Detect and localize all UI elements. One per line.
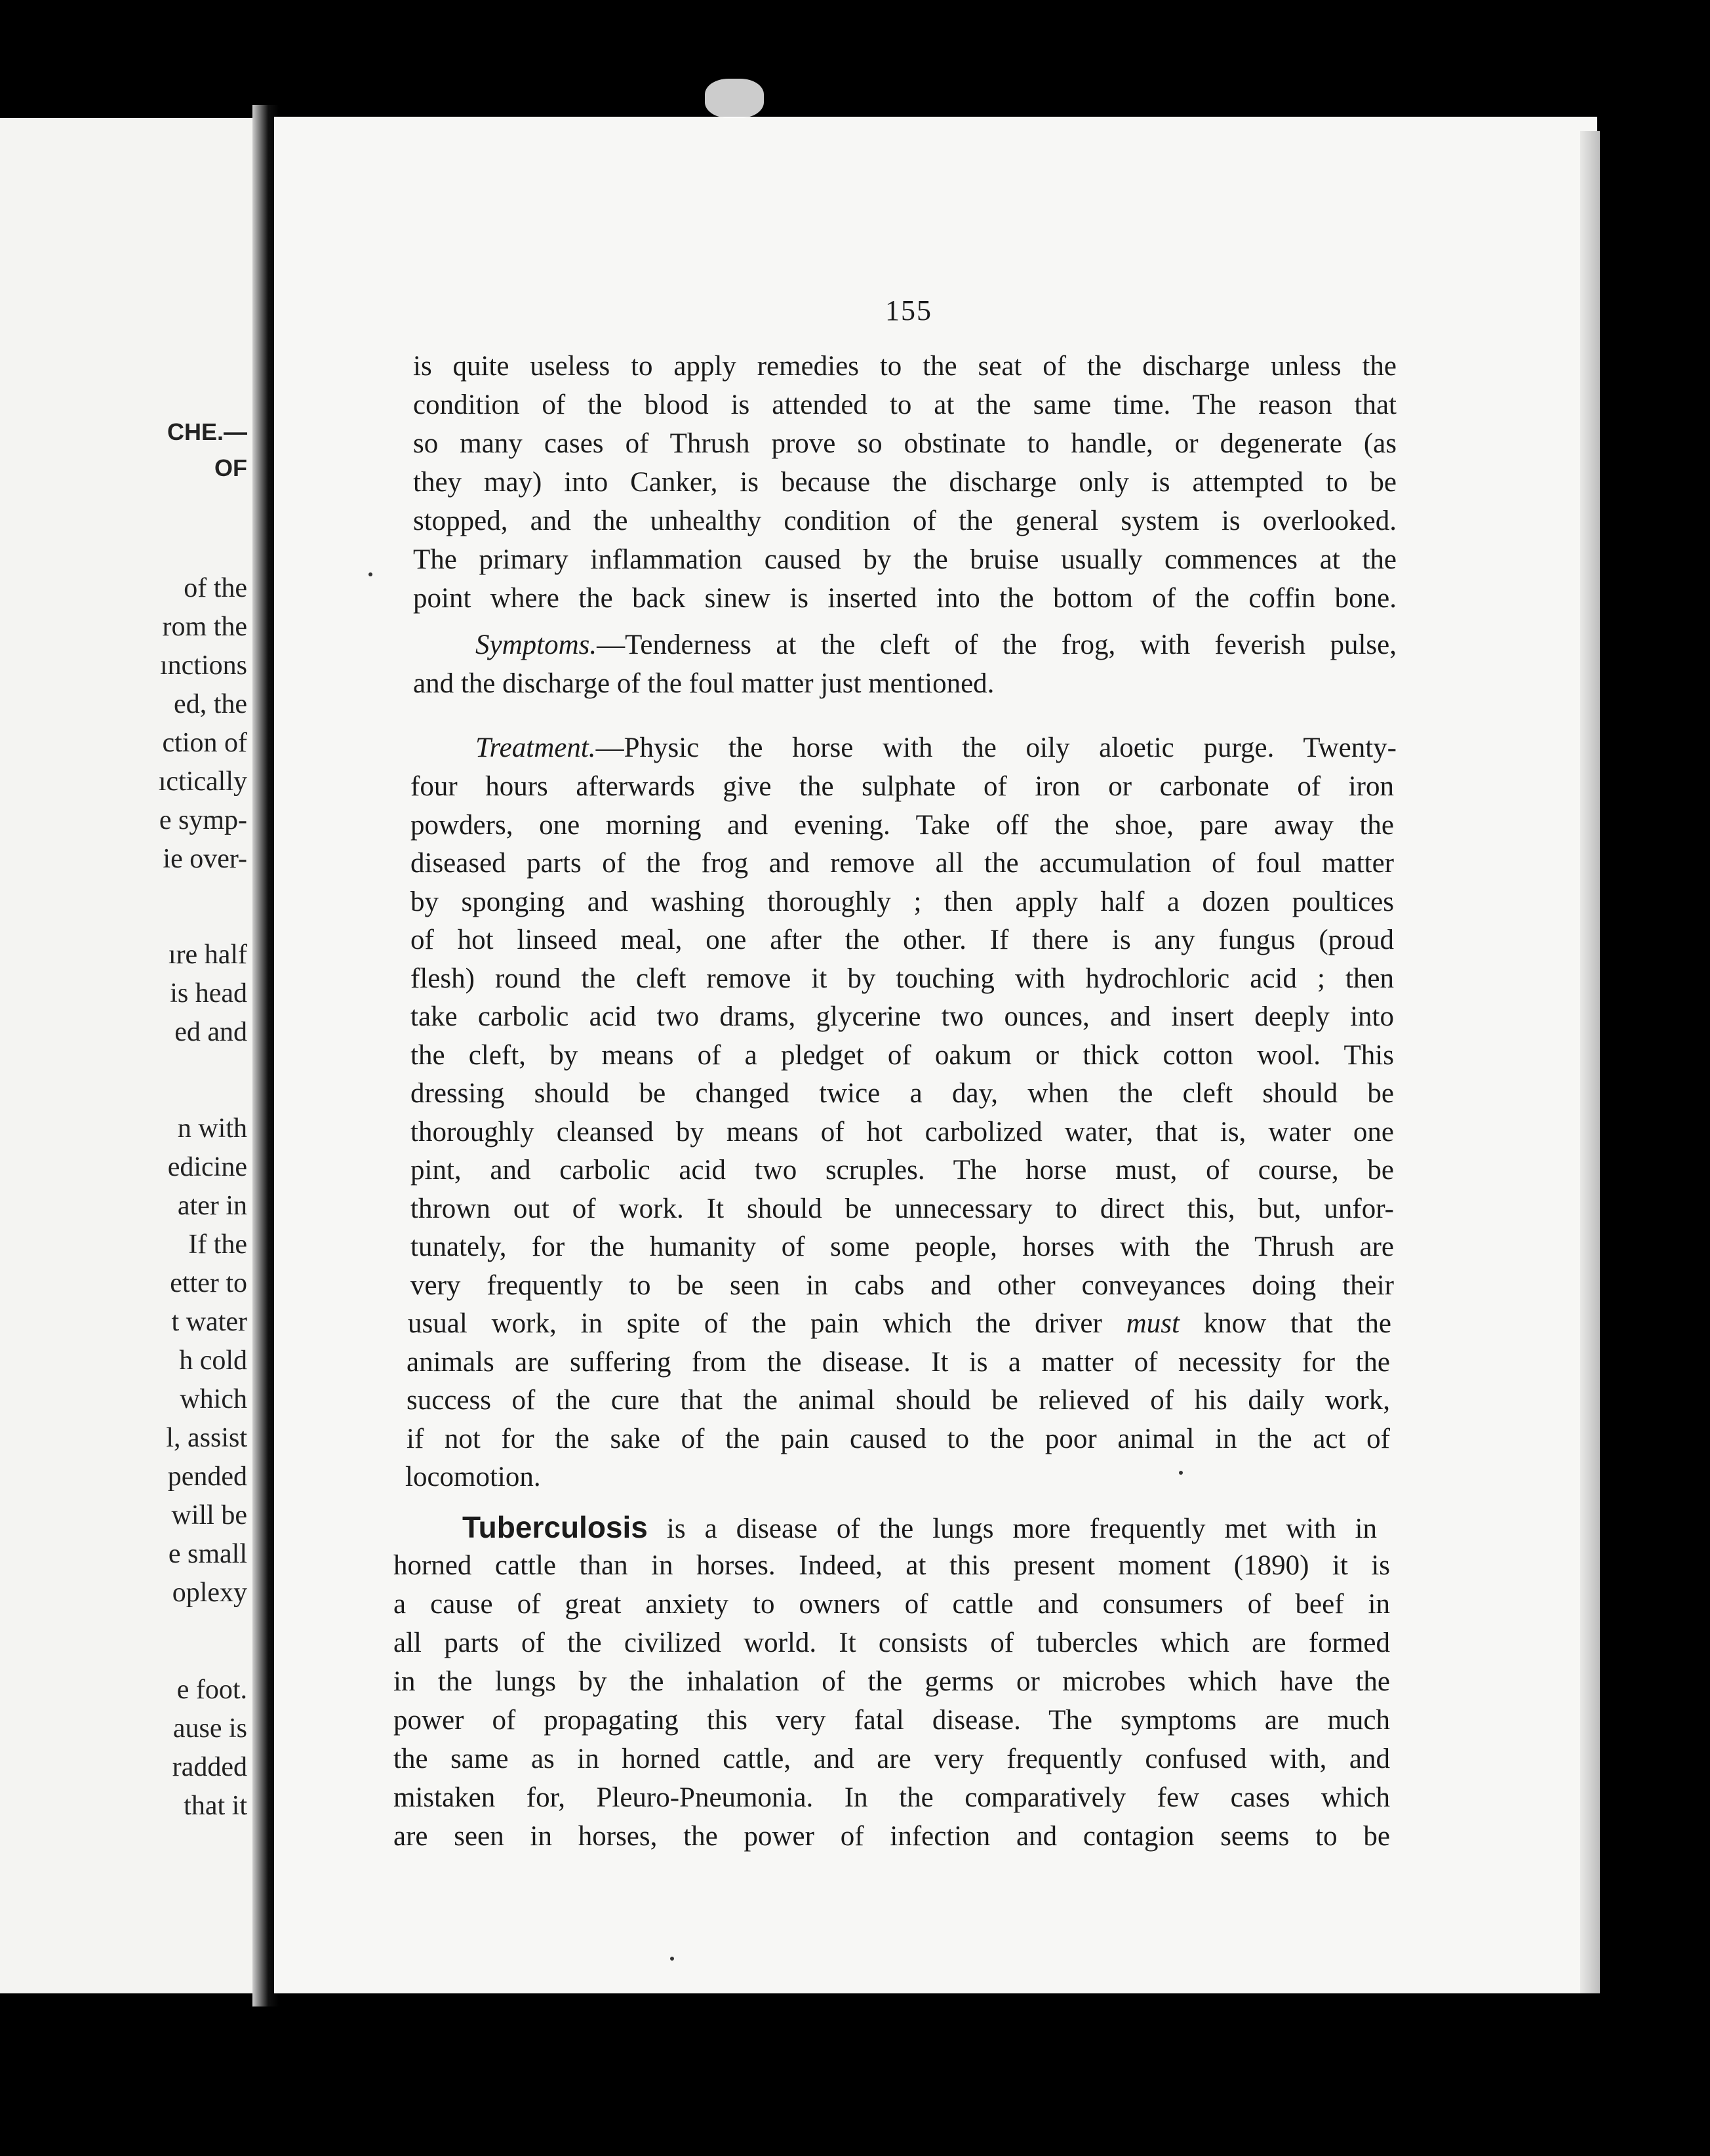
left-text-fragment: ed and [174,1017,247,1047]
body-line [413,386,1397,424]
text-run: a cause of great anxiety to owners of cattle and consumers of beef in [393,1589,1390,1620]
tuberculosis-line [462,1508,1377,1548]
text-run: by sponging and washing thoroughly ; then apply half a dozen poultices [410,886,1394,917]
left-text-fragment: oplexy [172,1578,247,1608]
body-line [393,1740,1390,1778]
body-line [413,348,1397,386]
body-line [410,807,1394,845]
left-text-fragment: edicine [167,1152,247,1182]
body-line [393,1818,1390,1856]
symptoms-line [413,665,994,703]
body-line [410,1151,1394,1189]
body-line [410,998,1394,1036]
text-run: locomotion. [405,1462,541,1492]
symptoms-label: Symptoms. [475,629,597,660]
text-run: horned cattle than in horses. Indeed, at this present moment (1890) it is [393,1550,1390,1581]
left-text-fragment: ater in [177,1191,247,1221]
text-run: thoroughly cleansed by means of hot carbolized water, that is, water one [410,1116,1394,1148]
tuberculosis-heading: Tuberculosis [462,1510,648,1544]
speck [670,1957,674,1961]
text-run: know that the [1179,1308,1391,1339]
body-line [410,768,1394,806]
left-text-fragment: ınctions [160,650,247,681]
text-run: animals are suffering from the disease. It is a matter of necessity for the [407,1346,1390,1378]
left-text-fragment: will be [171,1500,247,1530]
body-line [413,464,1397,502]
left-facing-page [0,118,259,1993]
left-text-fragment: n with [177,1113,247,1144]
body-line [408,1305,1391,1343]
text-run: very frequently to be seen in cabs and other conveyances doing their [410,1269,1394,1301]
text-run: so many cases of Thrush prove so obstinate to handle, or degenerate (as [413,428,1397,459]
text-run: take carbolic acid two drams, glycerine two ounces, and insert deeply into [410,1001,1394,1032]
body-line [410,1037,1394,1075]
text-run: are seen in horses, the power of infection and contagion seems to be [393,1821,1390,1852]
body-line [413,425,1397,463]
text-run: —Tenderness at the cleft of the frog, with feverish pulse, [597,629,1397,660]
body-line [413,541,1397,579]
left-text-fragment: ıre half [168,940,247,970]
text-run: the same as in horned cattle, and are very frequently confused with, and [393,1744,1390,1774]
left-text-fragment: e symp- [159,805,247,835]
text-run: mistaken for, Pleuro-Pneumonia. In the comparatively few cases which [393,1782,1390,1813]
text-run: powders, one morning and evening. Take off the shoe, pare away the [410,809,1394,841]
left-text-fragment: e small [168,1539,247,1569]
text-run: is a disease of the lungs more frequently met with in [647,1513,1377,1544]
text-run: condition of the blood is attended to at the same time. The reason that [413,389,1397,420]
text-run: the cleft, by means of a pledget of oakum or thick cotton wool. This [410,1039,1394,1071]
left-text-fragment: which [180,1384,247,1414]
left-text-fragment: pended [167,1462,247,1492]
left-text-fragment: e foot. [176,1675,247,1705]
treatment-label: Treatment. [475,732,596,763]
left-text-fragment: ie over- [163,844,247,874]
body-line [410,1267,1394,1305]
left-text-fragment: of the [184,573,247,603]
left-text-fragment: If the [188,1229,247,1260]
left-text-fragment: h cold [179,1346,247,1376]
text-run: stopped, and the unhealthy condition of the general system is overlooked. [413,506,1397,536]
left-text-fragment: is head [170,978,247,1008]
text-run: usual work, in spite of the pain which the driver [408,1308,1126,1339]
body-line [410,1075,1394,1113]
body-line [407,1420,1390,1458]
text-run: tunately, for the humanity of some people, horses with the Thrush are [410,1231,1394,1262]
top-smudge [705,79,764,118]
body-line [413,580,1397,618]
text-run: thrown out of work. It should be unnecessary to direct this, but, unfor- [410,1193,1394,1224]
text-run: —Physic the horse with the oily aloetic purge. Twenty- [595,732,1397,763]
text-run: is quite useless to apply remedies to the seat of the discharge unless the [413,351,1397,382]
left-text-fragment: etter to [170,1268,247,1298]
body-line [393,1779,1390,1817]
treatment-line [475,729,1397,767]
text-run: flesh) round the cleft remove it by touching with hydrochloric acid ; then [410,963,1394,994]
body-line [410,1190,1394,1228]
text-run: power of propagating this very fatal disease. The symptoms are much [393,1705,1390,1736]
text-run: and the discharge of the foul matter just mentioned. [413,668,995,699]
left-text-fragment: rom the [162,612,247,642]
left-text-fragment: radded [172,1752,247,1782]
left-text-fragment: OF [214,454,247,481]
symptoms-line [475,626,1397,664]
left-text-fragment: ed, the [174,689,247,719]
body-line [410,883,1394,921]
body-line [407,1344,1390,1382]
body-line [410,1113,1394,1151]
text-run: in the lungs by the inhalation of the germs or microbes which have the [393,1666,1390,1697]
body-line [410,845,1394,883]
text-run: if not for the sake of the pain caused to the poor animal in the act of [407,1423,1390,1454]
speck [368,572,372,576]
text-run: they may) into Canker, is because the discharge only is attempted to be [413,467,1397,498]
body-line [393,1663,1390,1701]
text-run: success of the cure that the animal should be relieved of his daily work, [407,1385,1390,1416]
text-run: all parts of the civilized world. It consists of tubercles which are formed [393,1627,1390,1658]
left-text-fragment: CHE.— [167,418,247,445]
text-run: dressing should be changed twice a day, when the cleft should be [410,1078,1394,1109]
speck [1179,1471,1183,1475]
left-text-fragment: ction of [162,728,247,758]
emphasis-must: must [1126,1308,1180,1339]
left-text-fragment: ıctically [158,767,247,797]
body-line [393,1702,1390,1740]
text-run: pint, and carbolic acid two scruples. The horse must, of course, be [410,1155,1394,1186]
body-line [410,1228,1394,1266]
text-run: The primary inflammation caused by the bruise usually commences at the [413,544,1397,575]
body-line [410,921,1394,959]
text-run: point where the back sinew is inserted into the bottom of the coffin bone. [413,583,1397,614]
body-line [410,960,1394,998]
body-line [393,1586,1390,1624]
text-run: of hot linseed meal, one after the other. If there is any fungus (proud [410,925,1394,955]
body-line [393,1547,1390,1585]
page-number: 155 [885,294,932,327]
body-line [393,1624,1390,1662]
page-edge [1580,131,1600,1993]
left-text-fragment: ause is [172,1713,247,1744]
body-line [407,1382,1390,1420]
text-run: four hours afterwards give the sulphate of iron or carbonate of iron [410,771,1394,802]
text-run: diseased parts of the frog and remove all the accumulation of foul matter [410,848,1394,879]
body-line [413,502,1397,540]
body-line [405,1458,541,1496]
left-text-fragment: that it [184,1791,247,1821]
left-text-fragment: l, assist [166,1423,247,1453]
left-text-fragment: t water [171,1307,247,1337]
